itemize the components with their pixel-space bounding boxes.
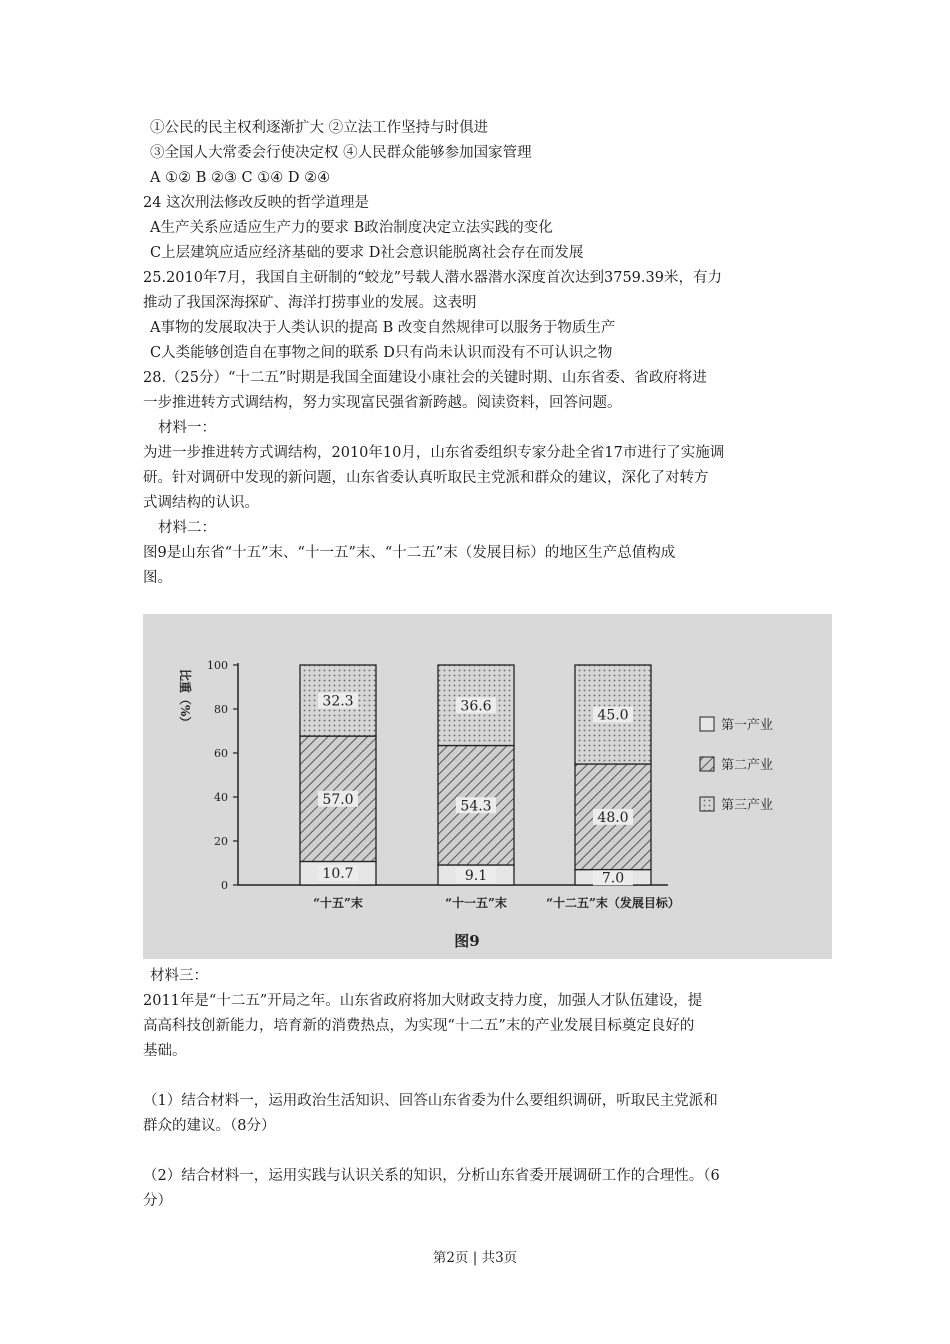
y-tick-label: 80 bbox=[214, 703, 228, 716]
bar-value-label: 54.3 bbox=[460, 798, 492, 815]
option-line: A事物的发展取决于人类认识的提高 B 改变自然规律可以服务于物质生产 bbox=[150, 320, 616, 336]
material-text: 研。针对调研中发现的新问题，山东省委认真听取民主党派和群众的建议，深化了对转方 bbox=[143, 470, 709, 486]
legend-swatch bbox=[700, 757, 714, 771]
option-line: ①公民的民主权利逐渐扩大 ②立法工作坚持与时俱进 bbox=[150, 120, 489, 136]
y-tick-label: 100 bbox=[207, 659, 228, 672]
y-tick-label: 0 bbox=[221, 879, 228, 892]
y-tick-label: 60 bbox=[214, 747, 228, 760]
option-line: C上层建筑应适应经济基础的要求 D社会意识能脱离社会存在而发展 bbox=[150, 245, 584, 261]
legend-label: 第二产业 bbox=[721, 758, 774, 773]
material-text: 图。 bbox=[143, 570, 172, 586]
y-axis-label: 比重（%） bbox=[178, 669, 192, 729]
material-heading: 材料二： bbox=[158, 520, 216, 536]
x-category-label: “十一五”末 bbox=[445, 896, 507, 910]
stacked-bar-chart bbox=[143, 614, 832, 959]
bar-value-label: 45.0 bbox=[597, 707, 629, 724]
legend bbox=[700, 717, 773, 813]
question-25: 25.2010年7月，我国自主研制的“蛟龙”号载人潜水器潜水深度首次达到3759.39米，有力 bbox=[143, 270, 722, 286]
material-text: 2011年是“十二五”开局之年。山东省政府将加大财政支持力度，加强人才队伍建设，提 bbox=[143, 993, 703, 1009]
sub-question-1-cont: 群众的建议。（8分） bbox=[143, 1118, 276, 1134]
question-24: 24 这次刑法修改反映的哲学道理是 bbox=[143, 195, 370, 211]
option-line: ③全国人大常委会行使决定权 ④人民群众能够参加国家管理 bbox=[150, 145, 532, 161]
figure-caption: 图9 bbox=[454, 932, 480, 950]
bar-value-label: 48.0 bbox=[597, 809, 629, 826]
bar-value-label: 10.7 bbox=[322, 866, 354, 883]
bar-value-label: 57.0 bbox=[322, 791, 354, 808]
legend-label: 第三产业 bbox=[721, 798, 774, 813]
option-line: C人类能够创造自在事物之间的联系 D只有尚未认识而没有不可认识之物 bbox=[150, 345, 613, 361]
material-heading: 材料三： bbox=[150, 968, 208, 984]
option-line: A生产关系应适应生产力的要求 B政治制度决定立法实践的变化 bbox=[150, 220, 553, 236]
material-text: 式调结构的认识。 bbox=[143, 495, 259, 511]
answer-choices: A ①② B ②③ C ①④ D ②④ bbox=[150, 170, 331, 186]
bar-layer bbox=[300, 665, 651, 886]
bar-value-label: 36.6 bbox=[460, 698, 492, 715]
question-28: 28.（25分）“十二五”时期是我国全面建设小康社会的关键时期、山东省委、省政府将进 bbox=[143, 370, 707, 386]
legend-swatch bbox=[700, 797, 714, 811]
y-tick-label: 40 bbox=[214, 791, 228, 804]
figure-9-chart bbox=[143, 614, 832, 959]
y-tick-label: 20 bbox=[214, 835, 228, 848]
sub-question-2: （2）结合材料一，运用实践与认识关系的知识，分析山东省委开展调研工作的合理性。（6 bbox=[143, 1168, 720, 1184]
legend-label: 第一产业 bbox=[721, 718, 774, 733]
sub-question-1: （1）结合材料一，运用政治生活知识、回答山东省委为什么要组织调研，听取民主党派和 bbox=[143, 1093, 718, 1109]
question-25-cont: 推动了我国深海探矿、海洋打捞事业的发展。这表明 bbox=[143, 295, 477, 311]
material-text: 基础。 bbox=[143, 1043, 187, 1059]
legend-swatch bbox=[700, 717, 714, 731]
bar-value-label: 9.1 bbox=[464, 867, 488, 884]
x-category-label: “十五”末 bbox=[313, 896, 363, 910]
bar-value-label: 32.3 bbox=[322, 693, 354, 710]
material-heading: 材料一： bbox=[158, 420, 216, 436]
material-text: 为进一步推进转方式调结构，2010年10月，山东省委组织专家分赴全省17市进行了实施调 bbox=[143, 445, 725, 461]
material-text: 高高科技创新能力，培育新的消费热点，为实现“十二五”末的产业发展目标奠定良好的 bbox=[143, 1018, 695, 1034]
question-28-cont: 一步推进转方式调结构，努力实现富民强省新跨越。阅读资料，回答问题。 bbox=[143, 395, 622, 411]
x-category-label: “十二五”末（发展目标） bbox=[546, 896, 680, 910]
page-footer: 第2页 | 共3页 bbox=[432, 1250, 518, 1266]
bar-value-label: 7.0 bbox=[601, 870, 625, 887]
sub-question-2-cont: 分） bbox=[143, 1193, 172, 1209]
material-text: 图9是山东省“十五”末、“十一五”末、“十二五”末（发展目标）的地区生产总值构成 bbox=[143, 545, 676, 561]
